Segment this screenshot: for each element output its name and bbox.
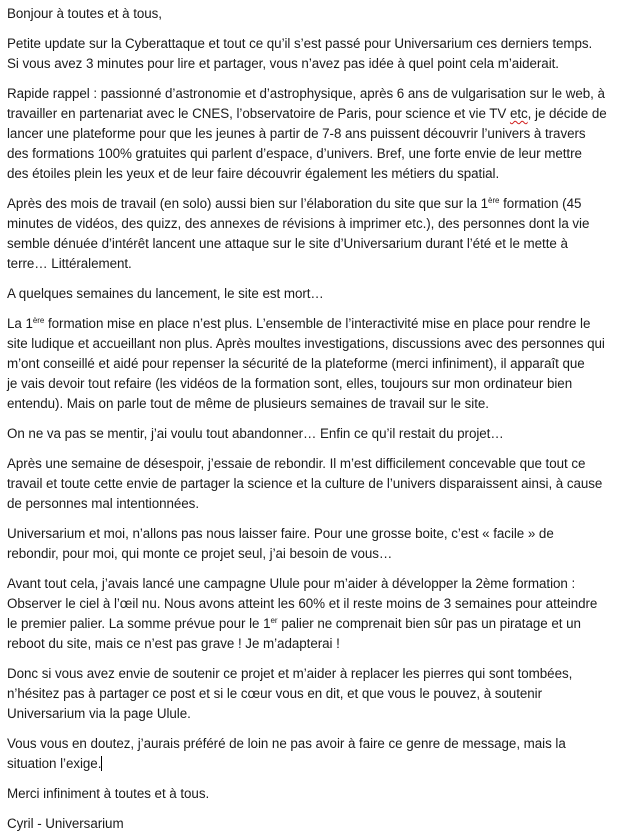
paragraph-ulule <box>7 574 631 654</box>
greeting-paragraph <box>7 4 631 24</box>
text-line: Merci infiniment à toutes et à tous. <box>7 786 210 801</box>
paragraph-rebondir <box>7 454 631 514</box>
superscript: er <box>270 616 278 625</box>
text-line: Après une semaine de désespoir, j’essaie de rebondir. Il m’est difficilement concevable que tout ce <box>7 456 586 471</box>
text-line: Rapide rappel : passionné d’astronomie et d’astrophysique, après 6 ans de vulgarisation sur le web, à <box>7 86 605 101</box>
text-line: Petite update sur la Cyberattaque et tout ce qu’il s’est passé pour Universarium ces derniers temps. <box>7 36 593 51</box>
text-line: La 1 <box>7 316 33 331</box>
text-line: minutes de vidéos, des quizz, des annexes de révisions à imprimer etc.), des personnes dont la vie <box>7 216 590 231</box>
text-line: entendu). Mais on parle tout de même de plusieurs semaines de travail sur le site. <box>7 396 489 411</box>
text-line: Si vous avez 3 minutes pour lire et partager, vous n’avez pas idée à quel point cela m’aiderait. <box>7 56 559 71</box>
text-line: Donc si vous avez envie de soutenir ce projet et m’aider à replacer les pierres qui sont tombées, <box>7 666 573 681</box>
paragraph-soutenir <box>7 664 631 724</box>
text-line: formation mise en place n’est plus. L’ensemble de l’interactivité mise en place pour rendre le <box>44 316 591 331</box>
text-line: terre… Littéralement. <box>7 256 132 271</box>
paragraph-rappel <box>7 84 631 184</box>
paragraph-exige <box>7 734 631 774</box>
greeting-text: Bonjour à toutes et à tous, <box>7 6 162 21</box>
text-line: rebondir, pour moi, qui monte ce projet seul, j’ai besoin de vous… <box>7 546 393 561</box>
spelling-flagged-word[interactable]: etc <box>509 106 528 121</box>
text-line: Observer le ciel à l’œil nu. Nous avons atteint les 60% et il reste moins de 3 semaines pour atteindre <box>7 596 598 611</box>
signature-text: Cyril - Universarium <box>7 816 124 831</box>
paragraph-merci <box>7 784 631 804</box>
text-line: n’hésitez pas à partager ce post et si le cœur vous en dit, et que vous le pouvez, à soutenir <box>7 686 542 701</box>
paragraph-besoin <box>7 524 631 564</box>
signature <box>7 814 631 834</box>
superscript: ère <box>488 196 500 205</box>
text-line: site ludique et accueillant non plus. Après moultes investigations, discussions avec des personnes qui <box>7 336 605 351</box>
text-line: Avant tout cela, j’avais lancé une campagne Ulule pour m’aider à développer la 2ème formation : <box>7 576 576 591</box>
text-line: reboot du site, mais ce n’est pas grave ! Je m’adapterai ! <box>7 636 340 651</box>
text-line: Universarium via la page Ulule. <box>7 706 191 721</box>
text-line: On ne va pas se mentir, j’ai voulu tout abandonner… Enfin ce qu’il restait du projet… <box>7 426 504 441</box>
text-line: lancer une plateforme pour que les jeunes à partir de 7-8 ans puissent découvrir l’univers à travers <box>7 126 586 141</box>
paragraph-abandon <box>7 424 631 444</box>
text-line: situation l’exige. <box>7 756 102 771</box>
text-line: Après des mois de travail (en solo) aussi bien sur l’élaboration du site que sur la 1 <box>7 196 489 211</box>
text-line: de personnes mal intentionnées. <box>7 496 200 511</box>
paragraph-update <box>7 34 631 74</box>
paragraph-lancement <box>7 284 631 304</box>
text-line: Vous vous en doutez, j’aurais préféré de loin ne pas avoir à faire ce genre de message, mais la <box>7 736 566 751</box>
text-line: A quelques semaines du lancement, le site est mort… <box>7 286 324 301</box>
text-line: m’ont conseillé et aidé pour repenser la sécurité de la plateforme (merci infiniment), il apparaît que <box>7 356 585 371</box>
superscript: ère <box>32 316 45 325</box>
text-line: je vais devoir tout refaire (les vidéos de la formation sont, elles, toujours sur mon ordinateur bien <box>7 376 573 391</box>
text-line: formation (45 <box>499 196 582 211</box>
text-line: Universarium et moi, n’allons pas nous laisser faire. Pour une grosse boite, c’est « facile » de <box>7 526 554 541</box>
text-line: travail et toute cette envie de partager la science et la culture de l’univers disparaissent ainsi, à cause <box>7 476 603 491</box>
text-line: des formations 100% gratuites qui parlent d’espace, d’univers. Bref, une forte envie de leur mettre <box>7 146 582 161</box>
text-line: semble dénuée d’intérêt lancent une attaque sur le site d’Universarium durant l’été et le mette à <box>7 236 568 251</box>
text-line: travailler en partenariat avec le CNES, l’observatoire de Paris, pour science et vie TV <box>7 106 510 121</box>
paragraph-travail <box>7 194 631 274</box>
paragraph-formation <box>7 314 631 414</box>
text-cursor <box>101 756 102 771</box>
text-line: le premier palier. La somme prévue pour le 1 <box>7 616 271 631</box>
text-line: palier ne comprenait bien sûr pas un piratage et un <box>277 616 581 631</box>
text-line: des étoiles plein les yeux et de leur faire découvrir également les métiers du spatial. <box>7 166 500 181</box>
text-line: , je décide de <box>527 106 607 121</box>
